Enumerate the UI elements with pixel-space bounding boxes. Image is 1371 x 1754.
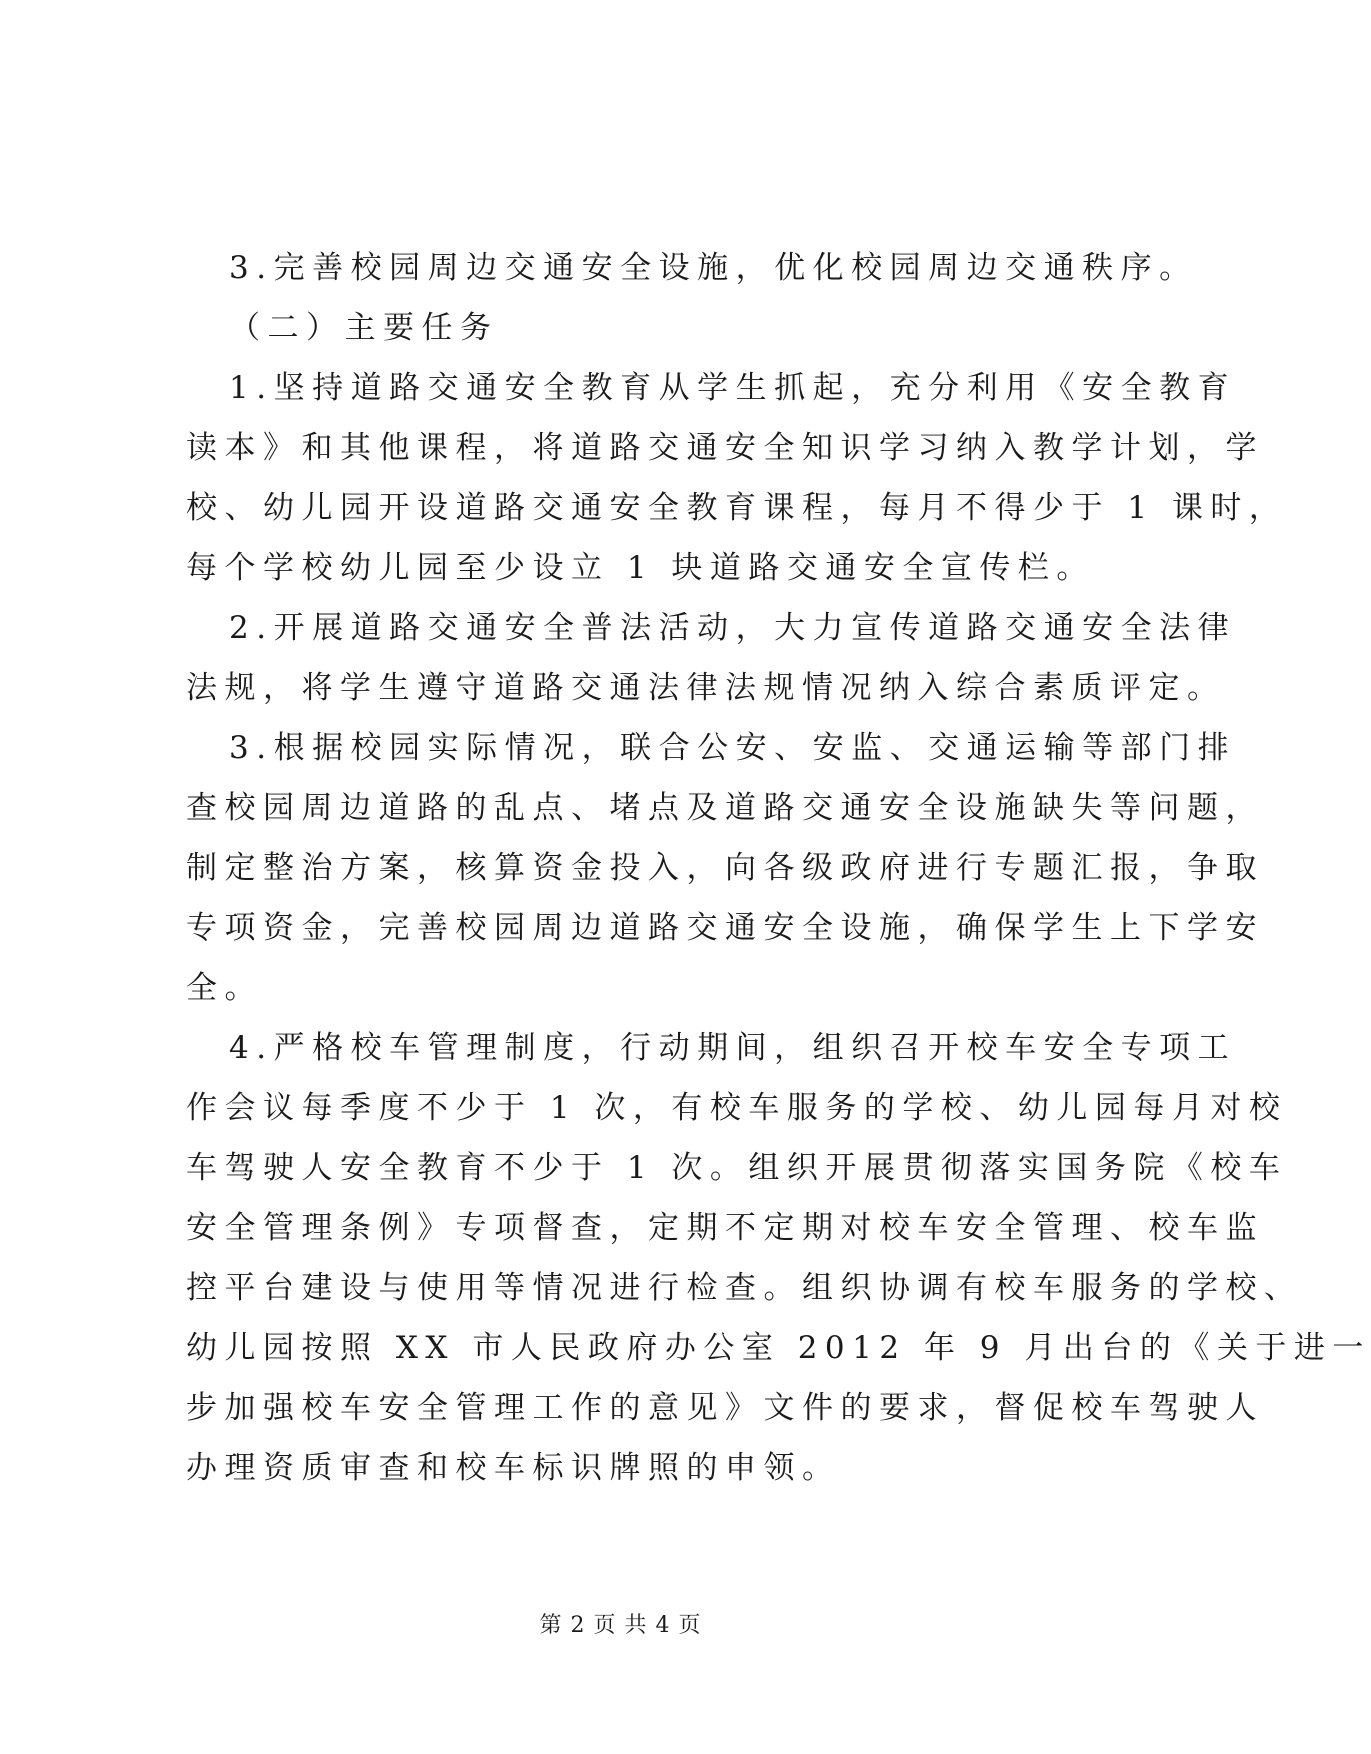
paragraph-line: 3.根据校园实际情况，联合公安、安监、交通运输等部门排 — [229, 730, 1237, 766]
paragraph-line: 专项资金，完善校园周边道路交通安全设施，确保学生上下学安 — [186, 910, 1264, 946]
paragraph-line: 幼儿园按照 XX 市人民政府办公室 2012 年 9 月出台的《关于进一 — [186, 1330, 1371, 1366]
paragraph-line: 步加强校车安全管理工作的意见》文件的要求，督促校车驾驶人 — [186, 1390, 1264, 1426]
paragraph-line: 4.严格校车管理制度，行动期间，组织召开校车安全专项工 — [229, 1030, 1237, 1066]
paragraph-line: 制定整治方案，核算资金投入，向各级政府进行专题汇报，争取 — [186, 850, 1264, 886]
paragraph-line: 法规，将学生遵守道路交通法律法规情况纳入综合素质评定。 — [186, 670, 1226, 706]
paragraph-line: 安全管理条例》专项督查，定期不定期对校车安全管理、校车监 — [186, 1210, 1264, 1246]
paragraph-line: 办理资质审查和校车标识牌照的申领。 — [186, 1450, 841, 1486]
paragraph-line: 每个学校幼儿园至少设立 1 块道路交通安全宣传栏。 — [186, 550, 1095, 586]
page-footer: 第 2 页 共 4 页 — [539, 1613, 702, 1638]
paragraph-line: 全。 — [186, 970, 263, 1006]
paragraph-line: 2.开展道路交通安全普法活动，大力宣传道路交通安全法律 — [229, 610, 1237, 646]
paragraph-line: 校、幼儿园开设道路交通安全教育课程，每月不得少于 1 课时， — [186, 490, 1288, 526]
paragraph-line: 控平台建设与使用等情况进行检查。组织协调有校车服务的学校、 — [186, 1270, 1303, 1306]
document-body — [186, 238, 1371, 1498]
paragraph-line: 车驾驶人安全教育不少于 1 次。组织开展贯彻落实国务院《校车 — [186, 1150, 1288, 1186]
paragraph-line: 作会议每季度不少于 1 次，有校车服务的学校、幼儿园每月对校 — [186, 1090, 1288, 1126]
paragraph-line: 读本》和其他课程，将道路交通安全知识学习纳入教学计划，学 — [186, 430, 1264, 466]
section-heading: （二）主要任务 — [229, 310, 499, 346]
paragraph-line: 3.完善校园周边交通安全设施，优化校园周边交通秩序。 — [229, 250, 1198, 286]
paragraph-line: 1.坚持道路交通安全教育从学生抓起，充分利用《安全教育 — [229, 370, 1237, 406]
paragraph-line: 查校园周边道路的乱点、堵点及道路交通安全设施缺失等问题， — [186, 790, 1264, 826]
